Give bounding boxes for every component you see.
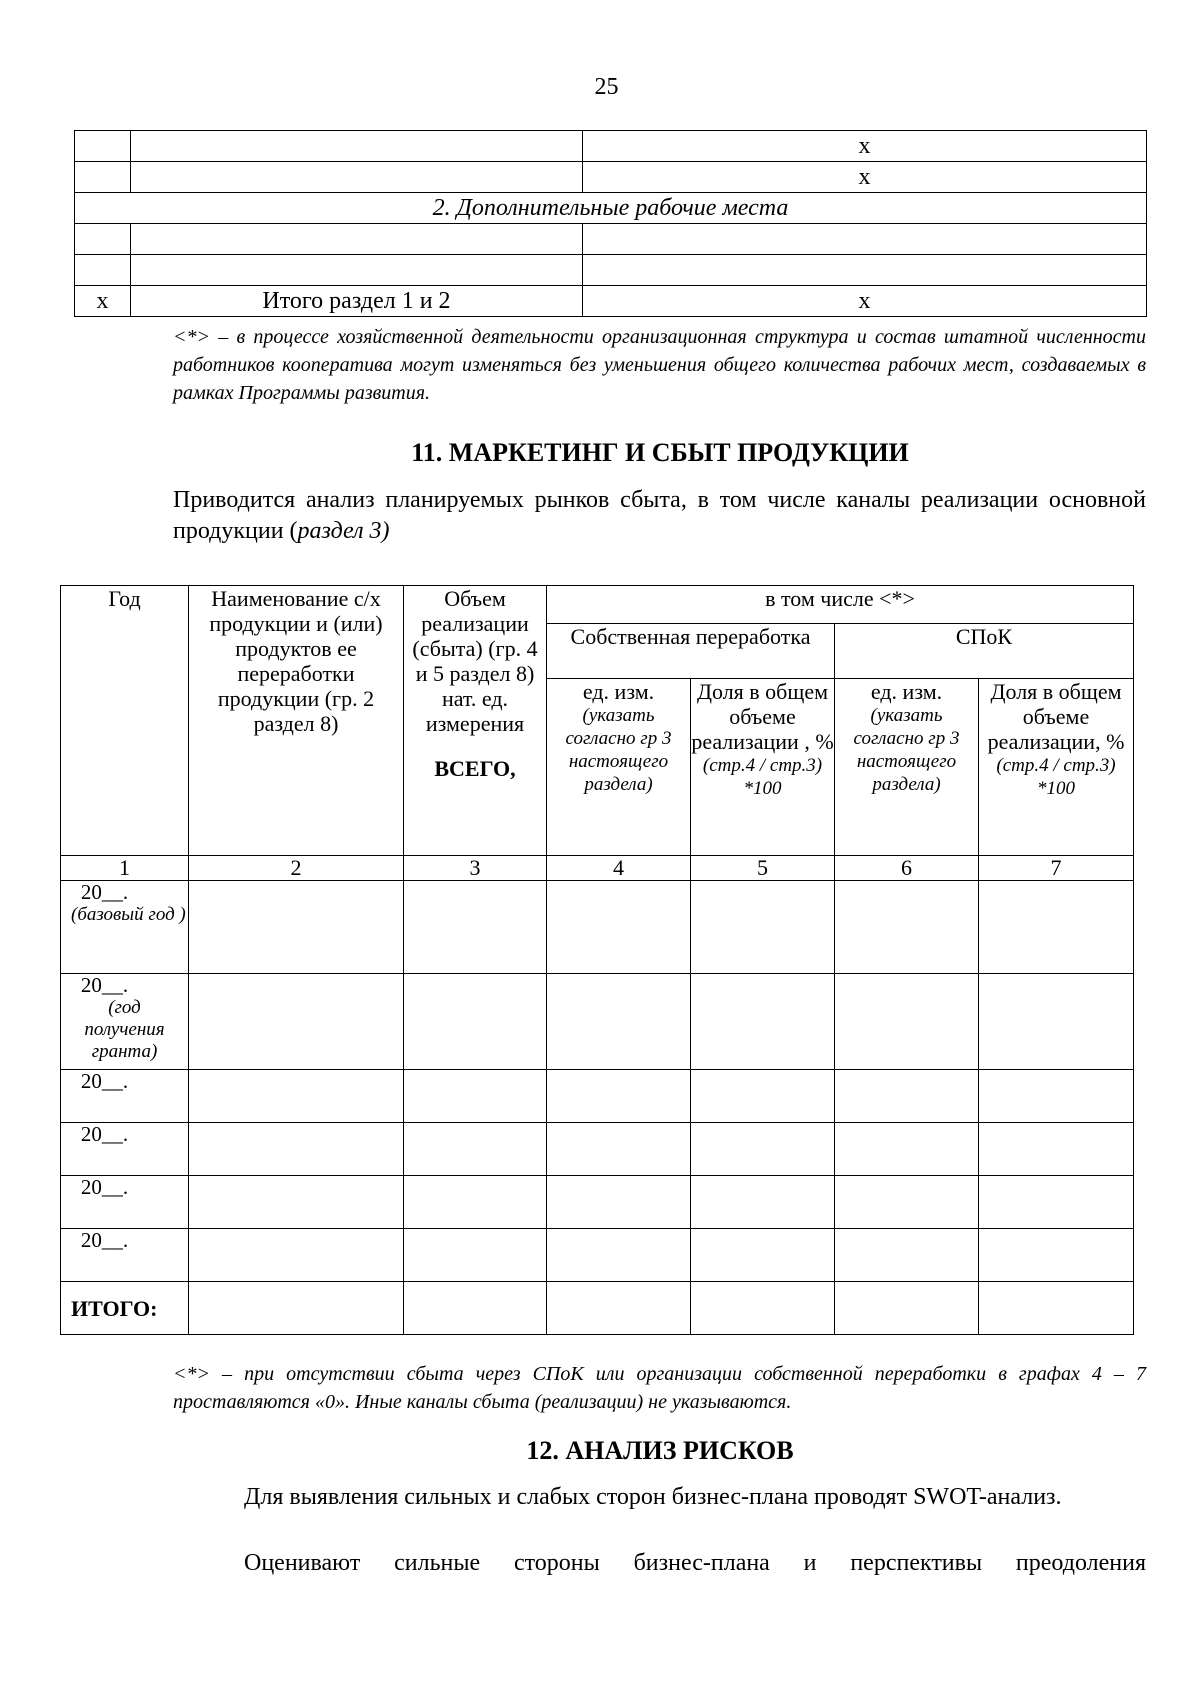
col-header-spok: СПоК [835, 624, 1134, 679]
table-cell [691, 1176, 835, 1229]
table-row [75, 224, 1147, 255]
table-cell [547, 1123, 691, 1176]
table-cell [189, 1176, 404, 1229]
volume-total-label: ВСЕГО, [434, 756, 516, 781]
table-cell [189, 1070, 404, 1123]
table-cell [404, 1176, 547, 1229]
col-number: 7 [979, 856, 1134, 881]
col-header-share-spok [979, 679, 1134, 856]
additional-workplaces-subheader: 2. Дополнительные рабочие места [75, 193, 1147, 224]
col-number: 4 [547, 856, 691, 881]
table-cell [979, 1123, 1134, 1176]
table-cell [835, 1123, 979, 1176]
table-cell [979, 1070, 1134, 1123]
table-cell [979, 1229, 1134, 1282]
year-note: (базовый год ) [71, 904, 186, 925]
col-number: 3 [404, 856, 547, 881]
col-header-including: в том числе <*> [547, 586, 1134, 624]
total-row [75, 286, 1147, 317]
year-note: (год получения гранта) [84, 997, 165, 1062]
year-label: 20__. [80, 880, 129, 904]
footnote-sales: <*> – при отсутствии сбыта через СПоК или организации собственной переработки в графах 4 – 7 проставляются «0». Иные каналы сбыта (реализации) не указываются. [173, 1363, 1146, 1413]
table-cell [75, 255, 131, 286]
col-header-year: Год [61, 586, 189, 856]
col-header-unit-spok [835, 679, 979, 856]
col-number: 1 [61, 856, 189, 881]
table-cell [835, 1229, 979, 1282]
table-cell [189, 881, 404, 974]
total-label: Итого раздел 1 и 2 [131, 286, 583, 317]
table-cell [691, 881, 835, 974]
column-number-row [61, 856, 1134, 881]
table-row [75, 131, 1147, 162]
footnote-workplaces: <*> – в процессе хозяйственной деятельности организационная структура и состав штатной численности работников кооператива могут изменяться без уменьшения общего количества рабочих мест, создаваемых в рамках Программы развития. [173, 326, 1146, 404]
year-label: 20__. [80, 1069, 129, 1093]
table-cell [547, 1282, 691, 1335]
col-header-volume [404, 586, 547, 856]
year-cell [61, 1123, 189, 1176]
share-label: Доля в общем объеме реализации, % [987, 679, 1125, 754]
page-number: 25 [594, 74, 619, 100]
col-number: 2 [189, 856, 404, 881]
table-cell [189, 1229, 404, 1282]
table-cell [547, 1070, 691, 1123]
col-header-own-processing: Собственная переработка [547, 624, 835, 679]
table-cell [835, 1282, 979, 1335]
table-row [61, 974, 1134, 1070]
table-row [61, 881, 1134, 974]
year-cell [61, 881, 189, 974]
table-cell [547, 881, 691, 974]
total-label: ИТОГО: [61, 1282, 189, 1335]
table-row [61, 1176, 1134, 1229]
table-cell: x [583, 131, 1147, 162]
col-header-product: Наименование с/х продукции и (или) продуктов ее переработки продукции (гр. 2 раздел 8) [189, 586, 404, 856]
section-12-paragraph-1: Для выявления сильных и слабых сторон бизнес-плана проводят SWOT-анализ. [244, 1484, 1062, 1510]
sales-channels-table [60, 585, 1134, 1335]
paragraph-italic-ref: раздел 3) [297, 518, 390, 544]
table-cell: x [583, 286, 1147, 317]
table-cell [404, 1070, 547, 1123]
volume-label: Объем реализации (сбыта) (гр. 4 и 5 раздел 8) нат. ед. измерения [412, 586, 538, 736]
table-cell [189, 974, 404, 1070]
table-cell [547, 1176, 691, 1229]
table-cell [979, 974, 1134, 1070]
year-label: 20__. [80, 1228, 129, 1252]
table-row [61, 1070, 1134, 1123]
section-12-paragraph-2: Оценивают сильные стороны бизнес-плана и перспективы преодоления [244, 1550, 1146, 1576]
table-cell [979, 881, 1134, 974]
col-header-share-own [691, 679, 835, 856]
table-cell [404, 1123, 547, 1176]
table-row [75, 162, 1147, 193]
table-cell: x [583, 162, 1147, 193]
table-cell [404, 1282, 547, 1335]
section-11-paragraph [173, 485, 1146, 547]
year-label: 20__. [80, 973, 129, 997]
year-label: 20__. [80, 1122, 129, 1146]
year-label: 20__. [80, 1175, 129, 1199]
table-cell [691, 1282, 835, 1335]
table-cell [835, 1070, 979, 1123]
table-cell [691, 1070, 835, 1123]
table-cell [979, 1282, 1134, 1335]
table-cell [189, 1282, 404, 1335]
table-cell [75, 131, 131, 162]
header-row [61, 586, 1134, 624]
year-cell [61, 974, 189, 1070]
col-header-unit-own [547, 679, 691, 856]
table-cell [583, 224, 1147, 255]
share-label: Доля в общем объеме реализации , % [691, 679, 834, 754]
table-cell [979, 1176, 1134, 1229]
table-cell [691, 974, 835, 1070]
year-cell [61, 1176, 189, 1229]
table-cell [547, 1229, 691, 1282]
workplaces-table [74, 130, 1147, 317]
col-number: 5 [691, 856, 835, 881]
total-row [61, 1282, 1134, 1335]
table-cell [75, 162, 131, 193]
section-12-heading: 12. АНАЛИЗ РИСКОВ [526, 1436, 794, 1465]
table-cell [691, 1123, 835, 1176]
table-cell [131, 131, 583, 162]
table-cell: x [75, 286, 131, 317]
table-cell [835, 1176, 979, 1229]
table-cell [691, 1229, 835, 1282]
table-cell [131, 224, 583, 255]
table-cell [75, 224, 131, 255]
table-cell [547, 974, 691, 1070]
table-cell [835, 974, 979, 1070]
table-row [75, 255, 1147, 286]
table-cell [404, 974, 547, 1070]
paragraph-text: Приводится анализ планируемых рынков сбыта, в том числе каналы реализации основной продукции ( [173, 487, 1146, 544]
unit-note: (указать согласно гр 3 настоящего раздела) [853, 705, 960, 795]
section-11-heading: 11. МАРКЕТИНГ И СБЫТ ПРОДУКЦИИ [411, 438, 909, 467]
table-cell [189, 1123, 404, 1176]
unit-label: ед. изм. [582, 679, 655, 704]
table-cell [404, 1229, 547, 1282]
table-cell [583, 255, 1147, 286]
table-cell [404, 881, 547, 974]
table-cell [835, 881, 979, 974]
table-cell [131, 255, 583, 286]
table-row [61, 1123, 1134, 1176]
table-subheader-row [75, 193, 1147, 224]
table-row [61, 1229, 1134, 1282]
col-number: 6 [835, 856, 979, 881]
unit-note: (указать согласно гр 3 настоящего раздела) [565, 705, 672, 795]
unit-label: ед. изм. [870, 679, 943, 704]
year-cell [61, 1070, 189, 1123]
share-note: (стр.4 / стр.3) *100 [996, 755, 1116, 799]
share-note: (стр.4 / стр.3) *100 [702, 755, 823, 799]
table-cell [131, 162, 583, 193]
year-cell [61, 1229, 189, 1282]
